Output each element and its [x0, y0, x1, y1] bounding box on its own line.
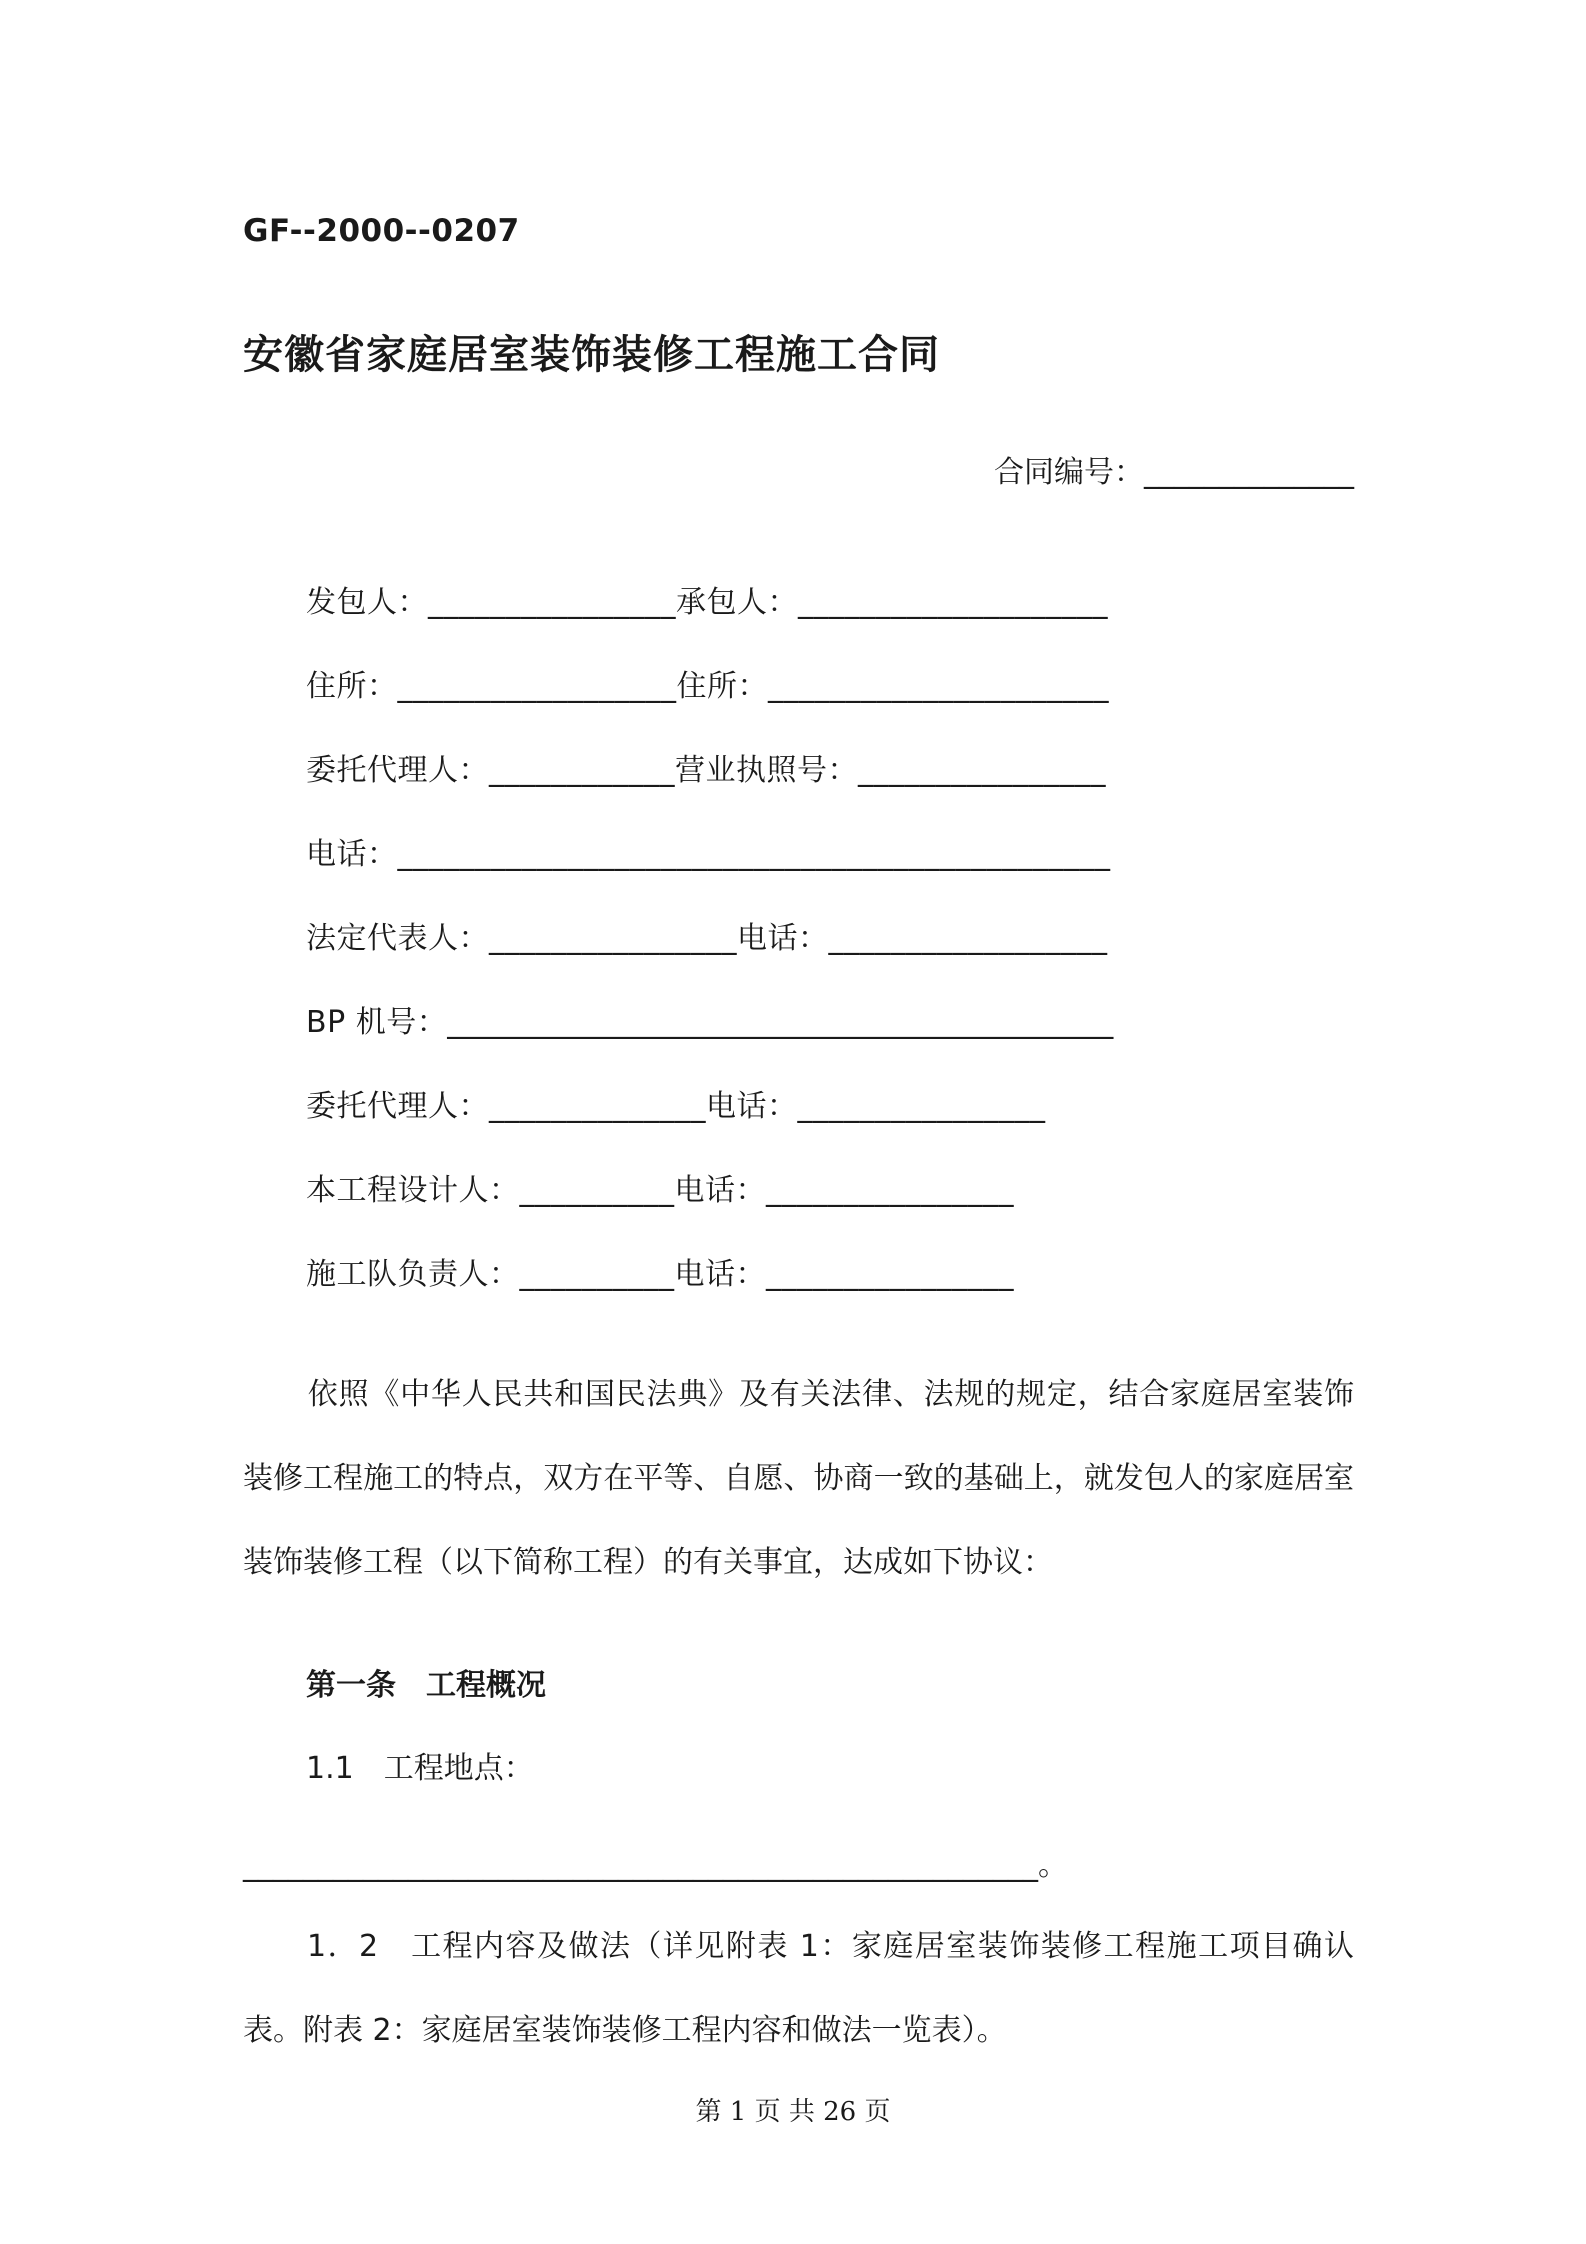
- contract-number-field: 合同编号：______________: [994, 455, 1354, 490]
- field-line-agent-license: 委托代理人：____________营业执照号：________________: [306, 753, 1106, 788]
- document-title: 安徽省家庭居室装饰装修工程施工合同: [243, 332, 940, 378]
- document-code: GF--2000--0207: [243, 213, 520, 249]
- item-1-1: 1.1 工程地点：: [306, 1751, 534, 1786]
- field-line-agent-phone: 委托代理人：______________电话：________________: [306, 1089, 1046, 1124]
- item-1-1-blank-line: _____________________________________________________。: [243, 1848, 1068, 1883]
- page-footer: 第 1 页 共 26 页: [695, 2097, 891, 2127]
- item-1-2: [243, 1905, 1354, 2073]
- item-1-2-text: 1．2 工程内容及做法（详见附表 1：家庭居室装饰装修工程施工项目确认表。附表 2：家庭居室装饰装修工程内容和做法一览表）。: [243, 1929, 1354, 2048]
- preamble-text: 依照《中华人民共和国民法典》及有关法律、法规的规定，结合家庭居室装饰装修工程施工的特点，双方在平等、自愿、协商一致的基础上，就发包人的家庭居室装饰装修工程（以下简称工程）的有关事宜，达成如下协议：: [243, 1377, 1354, 1580]
- field-line-designer: 本工程设计人：__________电话：________________: [306, 1173, 1014, 1208]
- field-line-addresses: 住所：__________________住所：______________________: [306, 669, 1109, 704]
- field-line-team-leader: 施工队负责人：__________电话：________________: [306, 1257, 1014, 1292]
- field-line-party-names: 发包人：________________承包人：____________________: [306, 585, 1108, 620]
- field-line-bp-number: BP 机号：___________________________________________: [306, 1005, 1114, 1040]
- field-line-legal-rep: 法定代表人：________________电话：__________________: [306, 921, 1108, 956]
- field-line-phone: 电话：______________________________________________: [306, 837, 1111, 872]
- section-heading: 第一条 工程概况: [306, 1668, 546, 1703]
- preamble-paragraph: [243, 1353, 1354, 1605]
